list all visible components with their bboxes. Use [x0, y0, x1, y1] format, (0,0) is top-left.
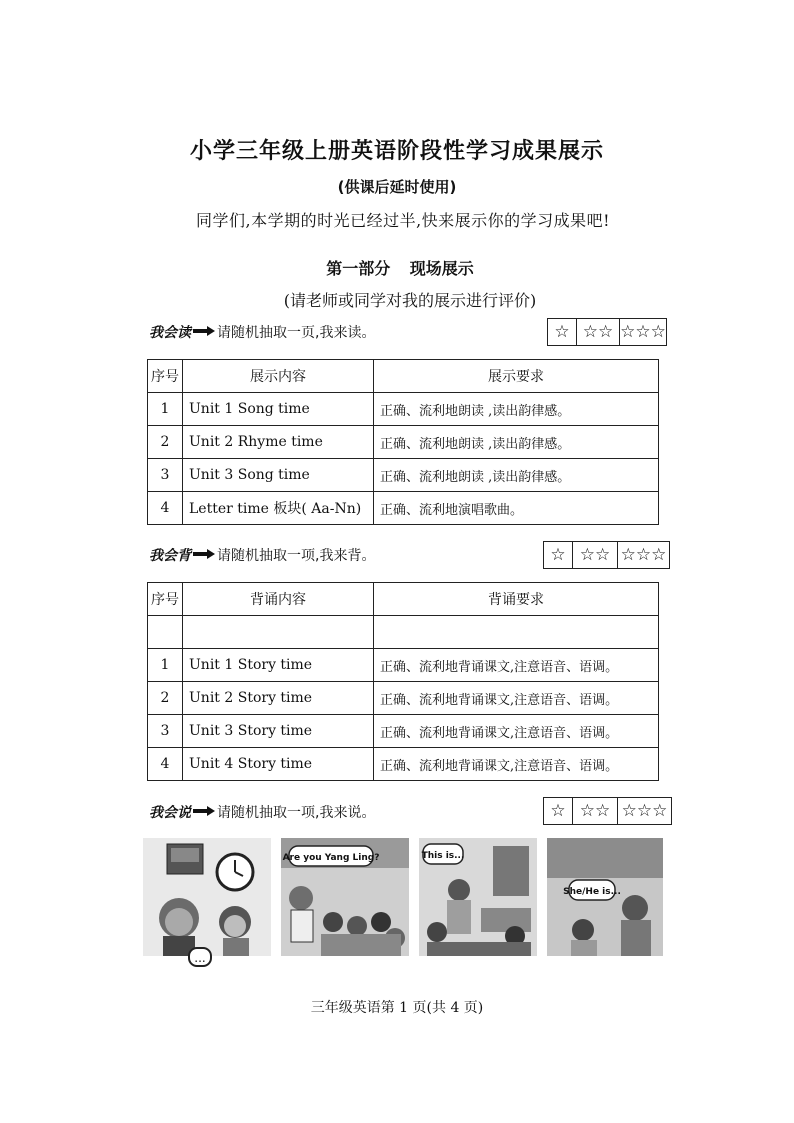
speak-task: [149, 802, 375, 822]
row-num: 1: [148, 393, 183, 426]
read-tag: 我会读: [149, 325, 191, 341]
row-content: Unit 1 Song time: [183, 393, 374, 426]
page-title: 小学三年级上册英语阶段性学习成果展示: [189, 139, 604, 164]
rating-three-stars[interactable]: ☆☆☆: [621, 800, 668, 821]
row-req: [374, 616, 659, 649]
arrow-right-icon: [193, 806, 215, 816]
table-row: [148, 682, 659, 715]
comic-panel-3: [419, 838, 537, 956]
header-req: 背诵要求: [374, 583, 659, 616]
table-row: [148, 715, 659, 748]
bubble-text-2: Are you Yang Ling?: [282, 853, 380, 863]
recite-table: [147, 582, 659, 781]
rating-one-star[interactable]: ☆: [544, 798, 573, 824]
row-content: Letter time 板块( Aa-Nn): [183, 492, 374, 525]
rating-three-stars[interactable]: ☆☆☆: [620, 544, 667, 565]
row-content: Unit 2 Rhyme time: [183, 426, 374, 459]
table-row: [148, 459, 659, 492]
header-num: 序号: [148, 583, 183, 616]
rating-two-stars[interactable]: ☆☆: [577, 319, 620, 345]
row-num: 1: [148, 649, 183, 682]
speak-tag: 我会说: [149, 805, 191, 821]
recite-task: [149, 545, 375, 565]
row-num: 3: [148, 459, 183, 492]
row-content: Unit 4 Story time: [183, 748, 374, 781]
arrow-right-icon: [193, 549, 215, 559]
read-rating[interactable]: [547, 318, 667, 346]
row-content: Unit 2 Story time: [183, 682, 374, 715]
row-req: 正确、流利地演唱歌曲。: [374, 492, 659, 525]
intro-text: 同学们,本学期的时光已经过半,快来展示你的学习成果吧!: [196, 211, 611, 230]
speak-instruction: 请随机抽取一项,我来说。: [217, 805, 376, 821]
header-content: 背诵内容: [183, 583, 374, 616]
read-table: [147, 359, 659, 525]
speak-rating[interactable]: [543, 797, 672, 825]
recite-rating[interactable]: [543, 541, 670, 569]
row-num: [148, 616, 183, 649]
page-subtitle: (供课后延时使用): [337, 178, 457, 196]
row-req: 正确、流利地朗读 ,读出韵律感。: [374, 393, 659, 426]
row-num: 3: [148, 715, 183, 748]
row-content: [183, 616, 374, 649]
row-req: 正确、流利地背诵课文,注意语音、语调。: [374, 649, 659, 682]
part-subtitle: (请老师或同学对我的展示进行评价): [283, 291, 537, 310]
row-num: 2: [148, 426, 183, 459]
rating-two-stars[interactable]: ☆☆: [573, 542, 618, 568]
row-num: 4: [148, 492, 183, 525]
table-header-row: [148, 583, 659, 616]
row-content: Unit 1 Story time: [183, 649, 374, 682]
row-num: 2: [148, 682, 183, 715]
bubble-text-1: ...: [194, 951, 206, 965]
bubble-text-3: This is...: [421, 851, 465, 861]
row-req: 正确、流利地朗读 ,读出韵律感。: [374, 426, 659, 459]
part-title: 第一部分 现场展示: [326, 259, 474, 278]
table-row: [148, 393, 659, 426]
page-number: 三年级英语第 1 页(共 4 页): [310, 1000, 484, 1016]
table-header-row: [148, 360, 659, 393]
comic-panel-2: [281, 838, 409, 956]
table-row: [148, 649, 659, 682]
table-row: [148, 748, 659, 781]
header-content: 展示内容: [183, 360, 374, 393]
row-req: 正确、流利地背诵课文,注意语音、语调。: [374, 748, 659, 781]
recite-instruction: 请随机抽取一项,我来背。: [217, 548, 376, 564]
rating-one-star[interactable]: ☆: [548, 319, 577, 345]
header-num: 序号: [148, 360, 183, 393]
comic-illustrations: [143, 838, 663, 968]
table-row: [148, 426, 659, 459]
row-content: Unit 3 Song time: [183, 459, 374, 492]
row-num: 4: [148, 748, 183, 781]
comic-panel-4: [547, 838, 663, 956]
row-req: 正确、流利地朗读 ,读出韵律感。: [374, 459, 659, 492]
comic-panel-1: [143, 838, 271, 966]
header-req: 展示要求: [374, 360, 659, 393]
read-instruction: 请随机抽取一页,我来读。: [217, 325, 376, 341]
rating-two-stars[interactable]: ☆☆: [573, 798, 618, 824]
row-req: 正确、流利地背诵课文,注意语音、语调。: [374, 715, 659, 748]
bubble-text-4: She/He is...: [563, 887, 621, 897]
recite-tag: 我会背: [149, 548, 191, 564]
read-task: [149, 322, 375, 342]
row-content: Unit 3 Story time: [183, 715, 374, 748]
table-row-empty: [148, 616, 659, 649]
arrow-right-icon: [193, 326, 215, 336]
rating-three-stars[interactable]: ☆☆☆: [620, 321, 666, 342]
rating-one-star[interactable]: ☆: [544, 542, 573, 568]
table-row: [148, 492, 659, 525]
row-req: 正确、流利地背诵课文,注意语音、语调。: [374, 682, 659, 715]
